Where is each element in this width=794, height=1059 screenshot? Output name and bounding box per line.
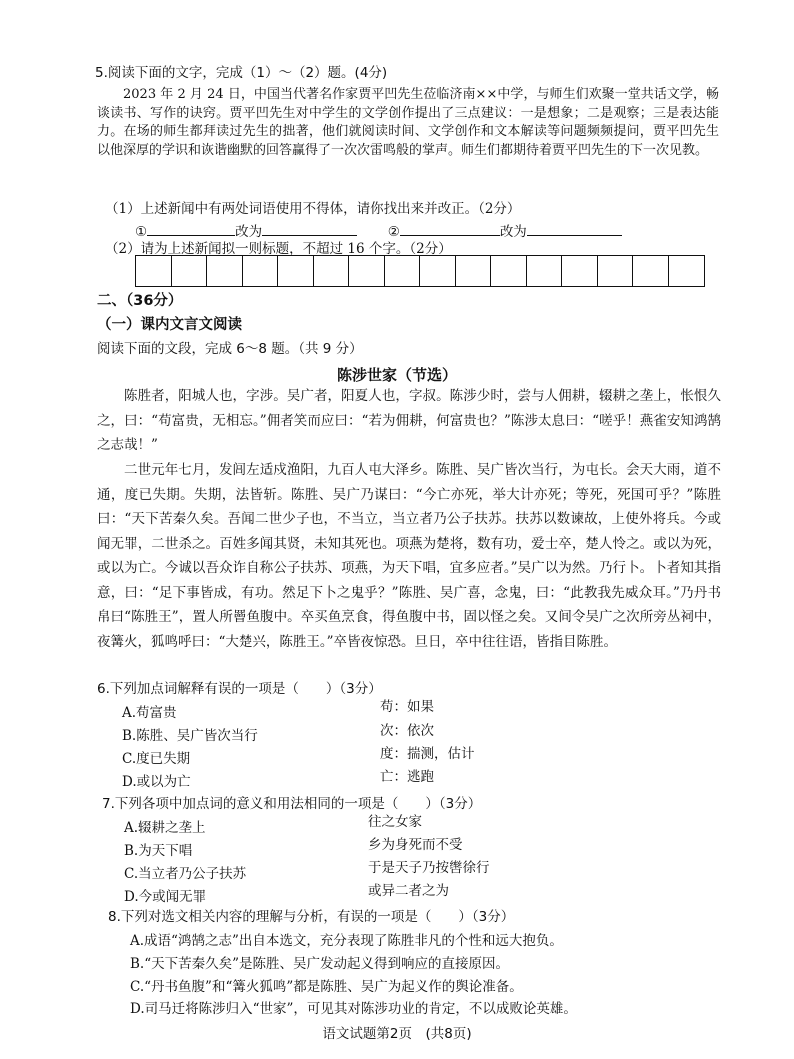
q7-option-b[interactable]: B.为天下唱 bbox=[124, 843, 193, 859]
q7-option-c-compare: 于是天子乃按辔徐行 bbox=[368, 860, 490, 876]
passage-paragraph-2: 二世元年七月，发闾左适戍渔阳，九百人屯大泽乡。陈胜、吴广皆次当行，为屯长。会天大雨，道不通，度已失期。失期，法皆斩。陈胜、吴广乃谋曰：“今亡亦死，举大计亦死；等死，死国可乎？”陈胜曰：“天下苦秦久矣。吾闻二世少子也，不当立，当立者乃公子扶苏。扶苏以数谏故，上使外将兵。今或闻无罪，二世杀之。百姓多闻其贤，未知其死也。项燕为楚将，数有功，爱士卒，楚人怜之。或以为死，或以为亡。今诚以吾众诈自称公子扶苏、项燕，为天下唱，宜多应者。”吴广以为然。乃行卜。卜者知其指意，曰：“足下事皆成，有功。然足下卜之鬼乎？”陈胜、吴广喜，念鬼，曰：“此教我先威众耳。”乃丹书帛曰“陈胜王”，置人所罾鱼腹中。卒买鱼烹食，得鱼腹中书，固以怪之矣。又间令吴广之次所旁丛祠中，夜篝火，狐鸣呼曰：“大楚兴，陈胜王。”卒皆夜惊恐。旦日，卒中往往语，皆指目陈胜。 bbox=[97, 462, 721, 650]
blank2-change-label: 改为 bbox=[499, 224, 527, 240]
q7-option-a[interactable]: A.辍耕之垄上 bbox=[124, 820, 206, 836]
q6-option-b[interactable]: B.陈胜、吴广皆次当行 bbox=[122, 728, 258, 744]
q5-sub1: （1）上述新闻中有两处词语使用不得体，请你找出来并改正。（2分） bbox=[105, 201, 521, 217]
q6-option-d[interactable]: D.或以为亡 bbox=[122, 774, 191, 790]
q8-option-a[interactable]: A.成语“鸿鹄之志”出自本选文，充分表现了陈胜非凡的个性和远大抱负。 bbox=[130, 933, 563, 949]
q7-option-d-compare: 或异二者之为 bbox=[368, 883, 449, 899]
grid-cell[interactable] bbox=[172, 256, 208, 286]
q6-option-a-meaning: 苟：如果 bbox=[380, 699, 434, 715]
q6-option-c[interactable]: C.度已失期 bbox=[122, 751, 191, 767]
blank1-corrected-input[interactable] bbox=[262, 221, 357, 236]
headline-answer-grid[interactable] bbox=[135, 255, 705, 287]
q5-blank-row bbox=[135, 221, 622, 241]
grid-cell[interactable] bbox=[633, 256, 669, 286]
q6-option-b-meaning: 次：依次 bbox=[380, 723, 434, 739]
q7-option-b-compare: 乡为身死而不受 bbox=[368, 837, 463, 853]
q5-sub2: （2）请为上述新闻拟一则标题，不超过 16 个字。（2分） bbox=[105, 241, 452, 257]
grid-cell[interactable] bbox=[385, 256, 421, 286]
q6-option-d-meaning: 亡：逃跑 bbox=[380, 769, 434, 785]
grid-cell[interactable] bbox=[314, 256, 350, 286]
q8-stem: 8.下列对选文相关内容的理解与分析，有误的一项是（ ）（3分） bbox=[108, 909, 515, 925]
q7-option-c[interactable]: C.当立者乃公子扶苏 bbox=[124, 866, 247, 882]
q8-option-b[interactable]: B.“天下苦秦久矣”是陈胜、吴广发动起义得到响应的直接原因。 bbox=[130, 956, 510, 972]
q6-option-a[interactable]: A.苟富贵 bbox=[122, 705, 177, 721]
grid-cell[interactable] bbox=[136, 256, 172, 286]
page-footer: 语文试题第2页 (共8页) bbox=[322, 1026, 472, 1042]
passage-title: 陈涉世家（节选） bbox=[336, 366, 457, 384]
blank1-original-input[interactable] bbox=[147, 221, 235, 236]
q7-option-a-compare: 往之女家 bbox=[368, 814, 422, 830]
q5-title: 5.阅读下面的文字，完成（1）～（2）题。(4分) bbox=[95, 65, 388, 81]
grid-cell[interactable] bbox=[456, 256, 492, 286]
blank2-corrected-input[interactable] bbox=[527, 221, 622, 236]
q6-option-c-meaning: 度：揣测，估计 bbox=[380, 746, 475, 762]
grid-cell[interactable] bbox=[669, 256, 705, 286]
grid-cell[interactable] bbox=[243, 256, 279, 286]
grid-cell[interactable] bbox=[420, 256, 456, 286]
section2-subheading: （一）课内文言文阅读 bbox=[97, 317, 242, 333]
section2-instruction: 阅读下面的文段，完成 6～8 题。（共 9 分） bbox=[97, 341, 363, 357]
section2-heading: 二、（36分） bbox=[97, 293, 183, 309]
blank2-number: ② bbox=[387, 224, 400, 240]
q7-option-d[interactable]: D.今或闻无罪 bbox=[124, 889, 207, 905]
grid-cell[interactable] bbox=[598, 256, 634, 286]
q5-news-text: 2023 年 2 月 24 日，中国当代著名作家贾平凹先生莅临济南××中学，与师生们欢聚一堂共话文学，畅谈读书、写作的诀窍。贾平凹先生对中学生的文学创作提出了三点建议：一是想象；二是观察；三是表达能力。在场的师生都拜读过先生的拙著，他们就阅读时间、文学创作和文本解读等问题频频提问，贾平凹先生以他深厚的学识和诙谐幽默的回答赢得了一次次雷鸣般的掌声。师生们都期待着贾平凹先生的下一次见教。 bbox=[97, 87, 719, 158]
blank1-number: ① bbox=[135, 224, 148, 240]
passage-paragraph-1: 陈胜者，阳城人也，字涉。吴广者，阳夏人也，字叔。陈涉少时，尝与人佣耕，辍耕之垄上，怅恨久之，曰：“苟富贵，无相忘。”佣者笑而应曰：“若为佣耕，何富贵也？”陈涉太息曰：“嗟乎！燕雀安知鸿鹄之志哉！” bbox=[97, 388, 721, 453]
q8-option-d[interactable]: D.司马迁将陈涉归入“世家”，可见其对陈涉功业的肯定，不以成败论英雄。 bbox=[130, 1001, 577, 1017]
grid-cell[interactable] bbox=[278, 256, 314, 286]
q8-option-c[interactable]: C.“丹书鱼腹”和“篝火狐鸣”都是陈胜、吴广为起义作的舆论准备。 bbox=[130, 979, 523, 995]
grid-cell[interactable] bbox=[349, 256, 385, 286]
q7-stem: 7.下列各项中加点词的意义和用法相同的一项是（ ）（3分） bbox=[102, 796, 482, 812]
blank1-change-label: 改为 bbox=[235, 224, 263, 240]
grid-cell[interactable] bbox=[207, 256, 243, 286]
blank2-original-input[interactable] bbox=[400, 221, 500, 236]
grid-cell[interactable] bbox=[562, 256, 598, 286]
q6-stem: 6.下列加点词解释有误的一项是（ ）（3分） bbox=[97, 681, 382, 697]
grid-cell[interactable] bbox=[527, 256, 563, 286]
grid-cell[interactable] bbox=[491, 256, 527, 286]
